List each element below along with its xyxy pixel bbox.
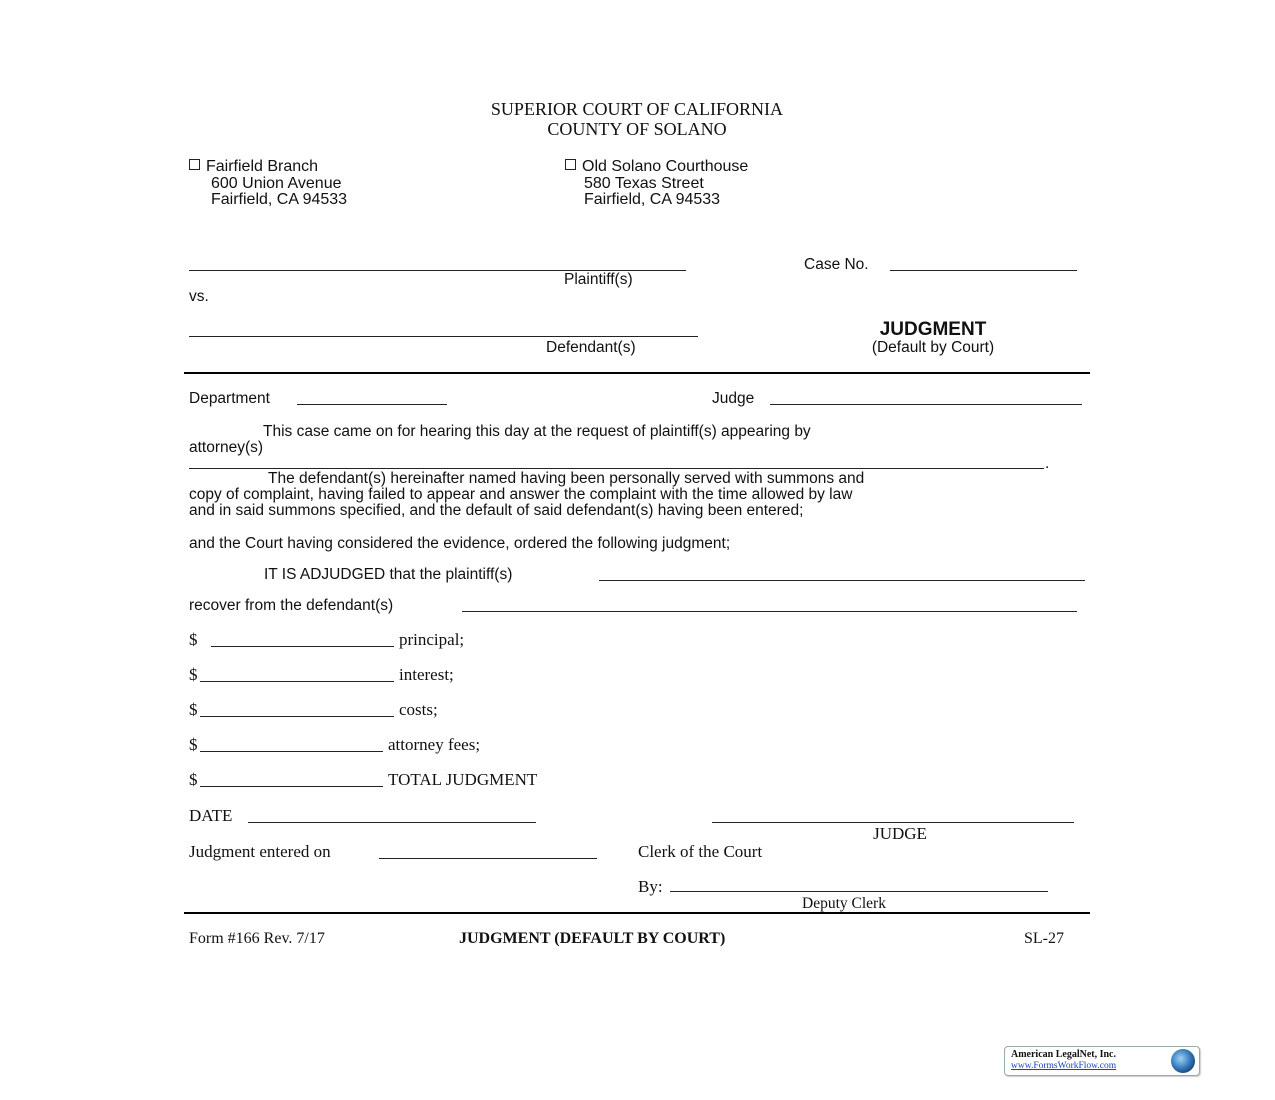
- vs-label: vs.: [189, 288, 209, 305]
- case-number-field[interactable]: [890, 270, 1077, 271]
- recover-defendant-field[interactable]: [462, 611, 1077, 612]
- american-legalnet-logo[interactable]: [1004, 1046, 1200, 1076]
- paragraph-evidence: and the Court having considered the evidence, ordered the following judgment;: [189, 535, 731, 552]
- defendant-label: Defendant(s): [546, 339, 636, 356]
- location-city: Fairfield, CA 94533: [211, 191, 348, 208]
- total-judgment-amount-field[interactable]: [200, 786, 383, 787]
- judge-field[interactable]: [770, 404, 1082, 405]
- dollar-sign: $: [189, 630, 198, 649]
- date-label: DATE: [189, 806, 233, 825]
- costs-label: costs;: [399, 700, 438, 719]
- logo-company-name: American LegalNet, Inc.: [1011, 1049, 1116, 1060]
- department-field[interactable]: [297, 404, 447, 405]
- form-number: Form #166 Rev. 7/17: [189, 930, 325, 947]
- fairfield-checkbox[interactable]: [189, 159, 200, 170]
- dollar-sign: $: [189, 665, 198, 684]
- county-name: COUNTY OF SOLANO: [547, 119, 727, 139]
- date-field[interactable]: [248, 822, 536, 823]
- paragraph-hearing-line1: This case came on for hearing this day at the request of plaintiff(s) appearing by: [263, 423, 811, 440]
- judgment-entered-field[interactable]: [379, 858, 597, 859]
- dollar-sign: $: [189, 735, 198, 754]
- attorney-fees-amount-field[interactable]: [200, 751, 383, 752]
- form-title: JUDGMENT: [879, 319, 987, 340]
- case-number-label: Case No.: [804, 256, 869, 273]
- by-label: By:: [638, 877, 663, 896]
- principal-label: principal;: [399, 630, 465, 649]
- deputy-clerk-signature-field[interactable]: [670, 891, 1048, 892]
- footer-title: JUDGMENT (DEFAULT BY COURT): [459, 930, 726, 947]
- location-street: 600 Union Avenue: [211, 174, 342, 192]
- location-old-solano: [565, 159, 748, 209]
- location-city: Fairfield, CA 94533: [584, 191, 721, 208]
- adjudged-plaintiff-field[interactable]: [599, 580, 1085, 581]
- judgment-entered-label: Judgment entered on: [189, 842, 331, 861]
- adjudged-label: IT IS ADJUDGED that the plaintiff(s): [264, 566, 513, 583]
- attorney-period: .: [1045, 455, 1050, 472]
- interest-label: interest;: [399, 665, 454, 684]
- logo-url-link[interactable]: www.FormsWorkFlow.com: [1011, 1061, 1117, 1071]
- location-fairfield: [189, 159, 347, 209]
- department-label: Department: [189, 390, 270, 407]
- footer-divider: [184, 912, 1090, 914]
- form-subtitle: (Default by Court): [871, 339, 995, 356]
- caption-divider: [184, 372, 1090, 374]
- paragraph-hearing-line2: attorney(s): [189, 439, 264, 456]
- court-name: SUPERIOR COURT OF CALIFORNIA: [490, 99, 784, 119]
- interest-amount-field[interactable]: [200, 681, 394, 682]
- deputy-clerk-label: Deputy Clerk: [802, 895, 886, 912]
- judge-label: Judge: [712, 390, 755, 407]
- defendant-name-field[interactable]: [189, 336, 698, 337]
- paragraph-default-line2: copy of complaint, having failed to appear and answer the complaint with the time allowed by law: [189, 486, 853, 503]
- location-name: Fairfield Branch: [206, 158, 319, 175]
- form-code: SL-27: [1024, 930, 1064, 947]
- old-solano-checkbox[interactable]: [565, 159, 576, 170]
- location-street: 580 Texas Street: [584, 174, 704, 192]
- recover-label: recover from the defendant(s): [189, 597, 394, 614]
- attorney-fees-label: attorney fees;: [388, 735, 481, 754]
- dollar-sign: $: [189, 770, 198, 789]
- attorney-name-field[interactable]: [189, 468, 1044, 469]
- principal-amount-field[interactable]: [211, 646, 394, 647]
- judge-signature-field[interactable]: [712, 822, 1074, 823]
- globe-icon: [1171, 1049, 1195, 1073]
- costs-amount-field[interactable]: [200, 716, 394, 717]
- paragraph-default-line1: The defendant(s) hereinafter named having been personally served with summons and: [268, 470, 865, 487]
- dollar-sign: $: [189, 700, 198, 719]
- judge-signature-label: JUDGE: [873, 824, 927, 843]
- clerk-label: Clerk of the Court: [638, 842, 763, 861]
- paragraph-default-line3: and in said summons specified, and the default of said defendant(s) having been entered;: [189, 502, 804, 519]
- location-name: Old Solano Courthouse: [582, 158, 749, 175]
- plaintiff-label: Plaintiff(s): [564, 271, 633, 288]
- total-judgment-label: TOTAL JUDGMENT: [388, 770, 538, 789]
